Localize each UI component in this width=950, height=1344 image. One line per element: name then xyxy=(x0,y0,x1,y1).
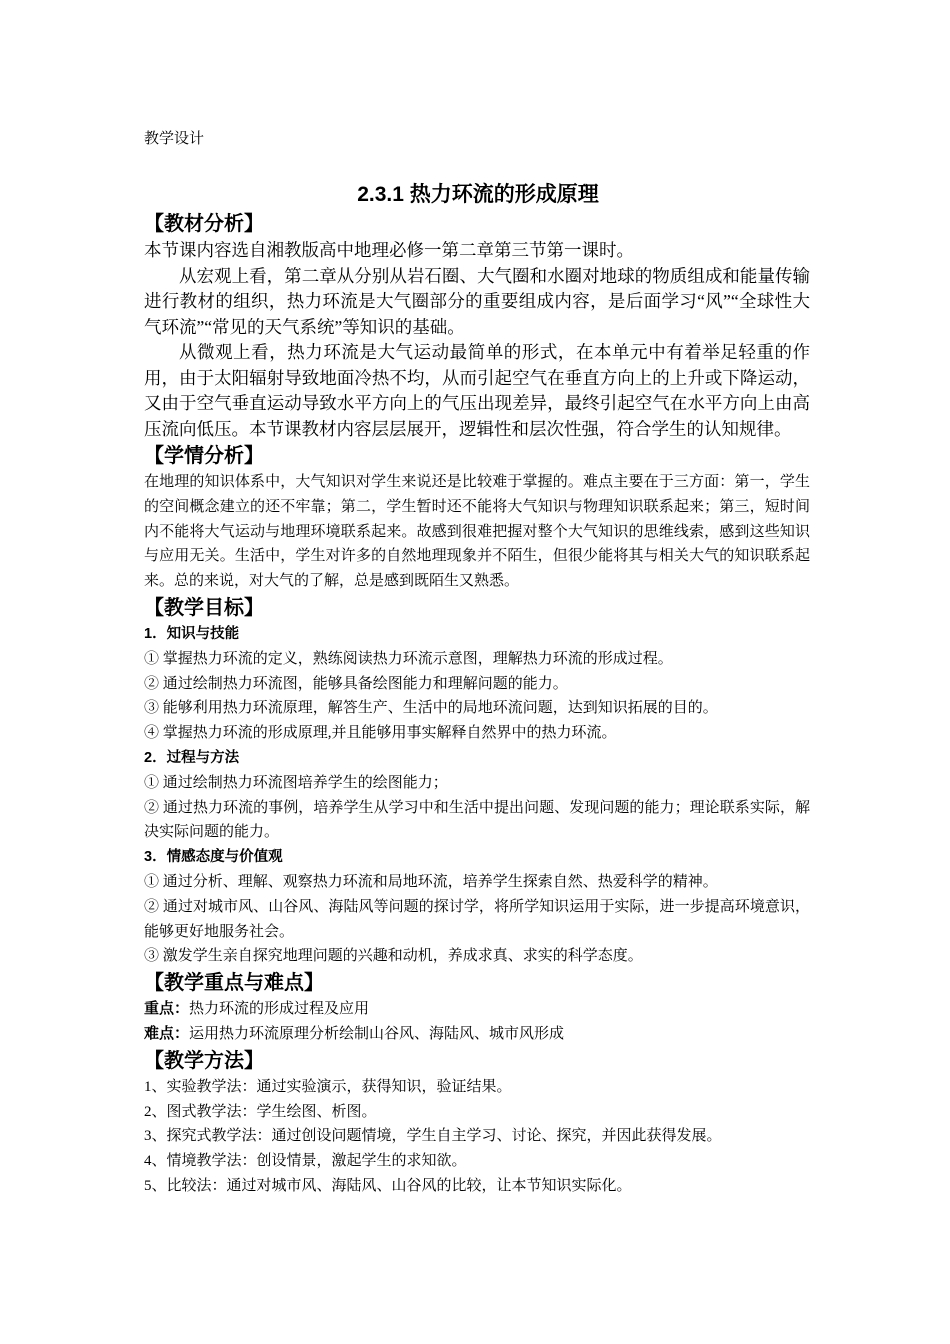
objective-item: ② 通过绘制热力环流图，能够具备绘图能力和理解问题的能力。 xyxy=(144,675,568,692)
method-item: 3、探究式教学法：通过创设问题情境，学生自主学习、讨论、探究，并因此获得发展。 xyxy=(144,1128,722,1145)
section-heading-methods: 【教学方法】 xyxy=(144,1049,264,1072)
section-heading-student-analysis: 【学情分析】 xyxy=(144,445,264,467)
section-heading-objectives: 【教学目标】 xyxy=(144,596,264,619)
textbook-paragraph-macro: 从宏观上看，第二章从分别从岩石圈、大气圈和水圈对地球的物质组成和能量传输进行教材的组织，热力环流是大气圈部分的重要组成内容，是后面学习“风”“全球性大气环流”“常见的天气系统”等知识的基础。 xyxy=(144,265,810,337)
objective-item: ③ 能够利用热力环流原理，解答生产、生活中的局地环流问题，达到知识拓展的目的。 xyxy=(144,700,718,717)
student-analysis-text: 在地理的知识体系中，大气知识对学生来说还是比较难于掌握的。难点主要在于三方面：第一，学生的空间概念建立的还不牢靠；第二，学生暂时还不能将大气知识与物理知识联系起来；第三，短时间内不能将大气运动与地理环境联系起来。故感到很难把握对整个大气知识的思维线索，感到这些知识与应用无关。生活中，学生对许多的自然地理现象并不陌生，但很少能将其与相关大气的知识联系起来。总的来说，对大气的了解，总是感到既陌生又熟悉。 xyxy=(144,474,810,590)
method-item: 5、比较法：通过对城市风、海陆风、山谷风的比较，让本节知识实际化。 xyxy=(144,1177,632,1194)
key-point-difficulty xyxy=(144,1022,810,1047)
document-page xyxy=(144,128,810,1199)
key-point-focus xyxy=(144,997,810,1022)
textbook-intro: 本节课内容选自湘教版高中地理必修一第二章第三节第一课时。 xyxy=(144,240,634,260)
doc-type-label: 教学设计 xyxy=(144,130,205,147)
objective-item: ② 通过热力环流的事例，培养学生从学习中和生活中提出问题、发现问题的能力；理论联系实际，解决实际问题的能力。 xyxy=(144,799,810,841)
method-item: 4、情境教学法：创设情景，激起学生的求知欲。 xyxy=(144,1153,467,1170)
focus-label: 重点： xyxy=(144,1000,190,1018)
method-item: 2、图式教学法：学生绘图、析图。 xyxy=(144,1103,377,1120)
focus-text: 热力环流的形成过程及应用 xyxy=(189,1001,370,1018)
document-title: 2.3.1 热力环流的形成原理 xyxy=(357,183,599,206)
difficulty-label: 难点： xyxy=(144,1024,190,1042)
objective-group-title: 1．知识与技能 xyxy=(144,625,240,642)
objective-item: ① 通过分析、理解、观察热力环流和局地环流，培养学生探索自然、热爱科学的精神。 xyxy=(144,873,718,890)
section-heading-textbook-analysis: 【教材分析】 xyxy=(144,213,264,235)
objective-item: ③ 激发学生亲自探究地理问题的兴趣和动机，养成求真、求实的科学态度。 xyxy=(144,948,643,965)
section-heading-key-points: 【教学重点与难点】 xyxy=(144,972,324,995)
objective-group-title: 2．过程与方法 xyxy=(144,749,240,766)
method-item: 1、实验教学法：通过实验演示，获得知识，验证结果。 xyxy=(144,1078,512,1095)
difficulty-text: 运用热力环流原理分析绘制山谷风、海陆风、城市风形成 xyxy=(189,1025,565,1042)
objective-item: ④ 掌握热力环流的形成原理,并且能够用事实解释自然界中的热力环流。 xyxy=(144,725,617,742)
textbook-paragraph-micro: 从微观上看，热力环流是大气运动最简单的形式，在本单元中有着举足轻重的作用，由于太阳辐射导致地面冷热不均，从而引起空气在垂直方向上的上升或下降运动，又由于空气垂直运动导致水平方向上的气压出现差异，最终引起空气在水平方向上由高压流向低压。本节课教材内容层层展开，逻辑性和层次性强，符合学生的认知规律。 xyxy=(144,342,810,439)
objective-item: ② 通过对城市风、山谷风、海陆风等问题的探讨学，将所学知识运用于实际，进一步提高环境意识，能够更好地服务社会。 xyxy=(144,898,810,940)
objective-item: ① 通过绘制热力环流图培养学生的绘图能力； xyxy=(144,774,448,791)
objective-group-title: 3．情感态度与价值观 xyxy=(144,849,283,866)
objective-item: ① 掌握热力环流的定义，熟练阅读热力环流示意图，理解热力环流的形成过程。 xyxy=(144,650,673,667)
